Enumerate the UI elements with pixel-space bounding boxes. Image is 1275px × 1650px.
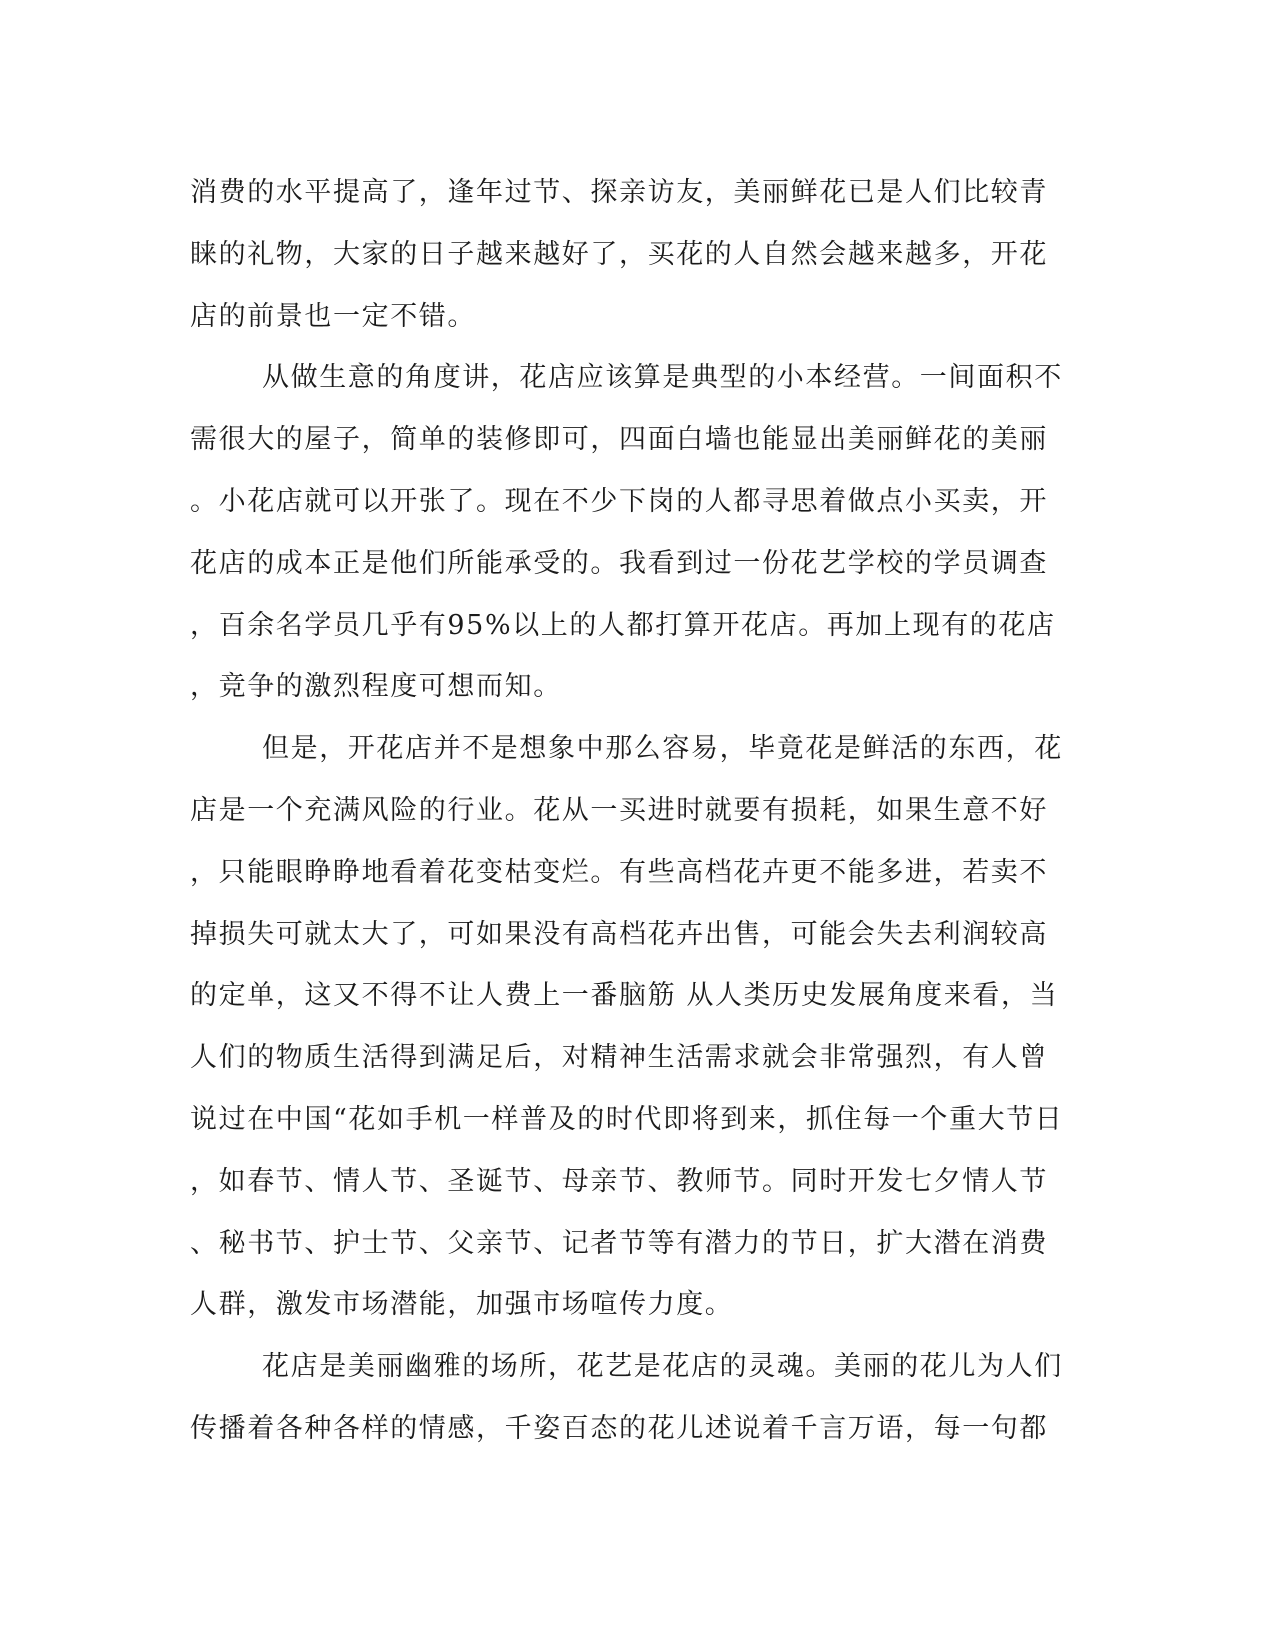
text-line: 消费的水平提高了，逢年过节、探亲访友，美丽鲜花已是人们比较青: [190, 177, 1048, 208]
text-line: 、秘书节、护士节、父亲节、记者节等有潜力的节日，扩大潜在消费: [190, 1227, 1048, 1259]
paragraph-start-line: 但是，开花店并不是想象中那么容易，毕竟花是鲜活的东西，花: [262, 733, 1063, 765]
text-line: 花店的成本正是他们所能承受的。我看到过一份花艺学校的学员调查: [190, 547, 1048, 579]
text-line: ，竞争的激烈程度可想而知。: [190, 671, 562, 703]
paragraph-start-line: 花店是美丽幽雅的场所，花艺是花店的灵魂。美丽的花儿为人们: [262, 1351, 1063, 1383]
text-line: 。小花店就可以开张了。现在不少下岗的人都寻思着做点小买卖，开: [190, 485, 1048, 517]
text-line: 睐的礼物，大家的日子越来越好了，买花的人自然会越来越多，开花: [190, 238, 1048, 270]
text-line: 店是一个充满风险的行业。花从一买进时就要有损耗，如果生意不好: [190, 794, 1048, 826]
text-line: 的定单，这又不得不让人费上一番脑筋 从人类历史发展角度来看，当: [190, 980, 1059, 1012]
text-line: 人群，激发市场潜能，加强市场喧传力度。: [190, 1289, 734, 1321]
text-line: 店的前景也一定不错。: [190, 300, 476, 332]
text-line: ，百余名学员几乎有95%以上的人都打算开花店。再加上现有的花店: [190, 609, 1056, 641]
text-line: 人们的物质生活得到满足后，对精神生活需求就会非常强烈，有人曾: [190, 1042, 1048, 1074]
paragraph-start-line: 从做生意的角度讲，花店应该算是典型的小本经营。一间面积不: [262, 362, 1063, 394]
text-line: ，如春节、情人节、圣诞节、母亲节、教师节。同时开发七夕情人节: [190, 1165, 1048, 1197]
text-line: 传播着各种各样的情感，千姿百态的花儿述说着千言万语，每一句都: [190, 1412, 1048, 1444]
text-line: 掉损失可就太大了，可如果没有高档花卉出售，可能会失去利润较高: [190, 918, 1048, 950]
text-line: 说过在中国“花如手机一样普及的时代即将到来，抓住每一个重大节日: [190, 1103, 1064, 1135]
text-line: ，只能眼睁睁地看着花变枯变烂。有些高档花卉更不能多进，若卖不: [190, 856, 1048, 888]
body-text: [190, 162, 1080, 1460]
text-line: 需很大的屋子，简单的装修即可，四面白墙也能显出美丽鲜花的美丽: [190, 424, 1048, 456]
